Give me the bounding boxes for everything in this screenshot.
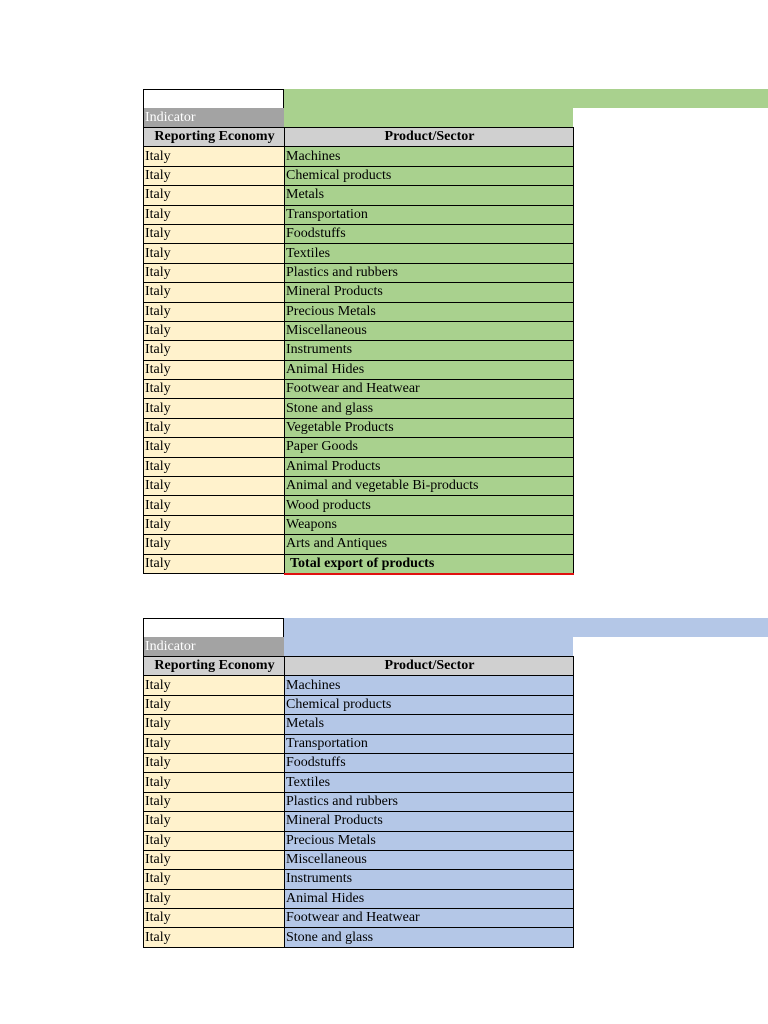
table-row [144,186,574,205]
export-table-blue [143,618,573,948]
reporting-economy-cell[interactable]: Italy [144,302,285,321]
reporting-economy-cell[interactable]: Italy [144,457,285,476]
product-sector-cell[interactable]: Vegetable Products [285,418,574,437]
product-sector-cell[interactable]: Footwear and Heatwear [285,380,574,399]
table-row [144,496,574,515]
reporting-economy-cell[interactable]: Italy [144,186,285,205]
reporting-economy-cell[interactable]: Italy [144,773,285,792]
product-sector-cell[interactable]: Textiles [285,244,574,263]
indicator-cell[interactable]: Indicator [143,637,284,656]
table-row [144,850,574,869]
table-row [144,870,574,889]
table-row [144,909,574,928]
header-row [144,657,574,676]
table-row [144,283,574,302]
reporting-economy-cell[interactable]: Italy [144,812,285,831]
product-sector-cell[interactable]: Foodstuffs [285,224,574,243]
table-row [144,515,574,534]
product-sector-cell[interactable]: Transportation [285,205,574,224]
table-row [144,205,574,224]
product-sector-cell[interactable]: Foodstuffs [285,753,574,772]
table-row [144,438,574,457]
reporting-economy-cell[interactable]: Italy [144,263,285,282]
reporting-economy-cell[interactable]: Italy [144,341,285,360]
reporting-economy-cell[interactable]: Italy [144,418,285,437]
product-table [143,127,574,575]
product-sector-cell[interactable]: Miscellaneous [285,850,574,869]
table-row [144,676,574,695]
reporting-economy-cell[interactable]: Italy [144,870,285,889]
reporting-economy-cell[interactable]: Italy [144,283,285,302]
table-row [144,792,574,811]
table-row [144,812,574,831]
product-sector-cell[interactable]: Wood products [285,496,574,515]
table-row [144,928,574,947]
reporting-economy-cell[interactable]: Italy [144,147,285,166]
table-row [144,341,574,360]
product-sector-cell[interactable]: Animal Products [285,457,574,476]
product-sector-cell[interactable]: Arts and Antiques [285,535,574,554]
reporting-economy-cell[interactable]: Italy [144,360,285,379]
reporting-economy-cell[interactable]: Italy [144,554,285,574]
table-row [144,224,574,243]
reporting-economy-header[interactable]: Reporting Economy [144,128,285,147]
reporting-economy-cell[interactable]: Italy [144,515,285,534]
product-sector-cell[interactable]: Miscellaneous [285,321,574,340]
table-row [144,147,574,166]
total-row [144,554,574,574]
reporting-economy-cell[interactable]: Italy [144,734,285,753]
table-row [144,535,574,554]
table-row [144,457,574,476]
table-row [144,263,574,282]
reporting-economy-cell[interactable]: Italy [144,224,285,243]
table-row [144,889,574,908]
table-row [144,715,574,734]
reporting-economy-cell[interactable]: Italy [144,792,285,811]
total-export-cell[interactable]: Total export of products [285,554,574,574]
product-sector-cell[interactable]: Precious Metals [285,302,574,321]
table-row [144,360,574,379]
table-row [144,753,574,772]
product-sector-cell[interactable]: Animal Hides [285,360,574,379]
table-row [144,244,574,263]
product-sector-cell[interactable]: Mineral Products [285,812,574,831]
reporting-economy-cell[interactable]: Italy [144,715,285,734]
reporting-economy-cell[interactable]: Italy [144,909,285,928]
reporting-economy-cell[interactable]: Italy [144,889,285,908]
product-sector-header[interactable]: Product/Sector [285,657,574,676]
reporting-economy-cell[interactable]: Italy [144,831,285,850]
reporting-economy-cell[interactable]: Italy [144,166,285,185]
blank-cell[interactable] [143,618,284,637]
reporting-economy-cell[interactable]: Italy [144,205,285,224]
reporting-economy-cell[interactable]: Italy [144,535,285,554]
reporting-economy-cell[interactable]: Italy [144,850,285,869]
indicator-cell[interactable]: Indicator [143,108,284,127]
header-row [144,128,574,147]
product-sector-cell[interactable]: Animal and vegetable Bi-products [285,477,574,496]
product-sector-cell[interactable]: Animal Hides [285,889,574,908]
table-row [144,321,574,340]
product-sector-cell[interactable]: Plastics and rubbers [285,792,574,811]
reporting-economy-cell[interactable]: Italy [144,438,285,457]
product-sector-cell[interactable]: Precious Metals [285,831,574,850]
reporting-economy-cell[interactable]: Italy [144,928,285,947]
product-sector-cell[interactable]: Instruments [285,341,574,360]
table-row [144,734,574,753]
table-row [144,380,574,399]
product-sector-cell[interactable]: Metals [285,715,574,734]
product-sector-cell[interactable]: Transportation [285,734,574,753]
product-sector-cell[interactable]: Metals [285,186,574,205]
reporting-economy-cell[interactable]: Italy [144,676,285,695]
table-row [144,399,574,418]
product-sector-cell[interactable]: Machines [285,147,574,166]
product-table [143,656,574,948]
header-band [573,89,768,108]
product-sector-cell[interactable]: Footwear and Heatwear [285,909,574,928]
table-row [144,302,574,321]
reporting-economy-cell[interactable]: Italy [144,244,285,263]
product-sector-cell[interactable]: Chemical products [285,695,574,714]
product-sector-cell[interactable]: Mineral Products [285,283,574,302]
product-sector-cell[interactable]: Stone and glass [285,928,574,947]
reporting-economy-cell[interactable]: Italy [144,380,285,399]
reporting-economy-header[interactable]: Reporting Economy [144,657,285,676]
blank-cell[interactable] [143,89,284,108]
product-sector-header[interactable]: Product/Sector [285,128,574,147]
product-sector-cell[interactable]: Textiles [285,773,574,792]
table-row [144,831,574,850]
reporting-economy-cell[interactable]: Italy [144,321,285,340]
header-band [573,618,768,637]
reporting-economy-cell[interactable]: Italy [144,496,285,515]
product-sector-cell[interactable]: Paper Goods [285,438,574,457]
product-sector-cell[interactable]: Instruments [285,870,574,889]
export-table-green [143,89,573,575]
reporting-economy-cell[interactable]: Italy [144,477,285,496]
product-sector-cell[interactable]: Machines [285,676,574,695]
product-sector-cell[interactable]: Stone and glass [285,399,574,418]
table-row [144,695,574,714]
product-sector-cell[interactable]: Weapons [285,515,574,534]
reporting-economy-cell[interactable]: Italy [144,753,285,772]
reporting-economy-cell[interactable]: Italy [144,695,285,714]
table-row [144,773,574,792]
product-sector-cell[interactable]: Plastics and rubbers [285,263,574,282]
product-sector-cell[interactable]: Chemical products [285,166,574,185]
reporting-economy-cell[interactable]: Italy [144,399,285,418]
table-row [144,166,574,185]
table-row [144,418,574,437]
table-row [144,477,574,496]
